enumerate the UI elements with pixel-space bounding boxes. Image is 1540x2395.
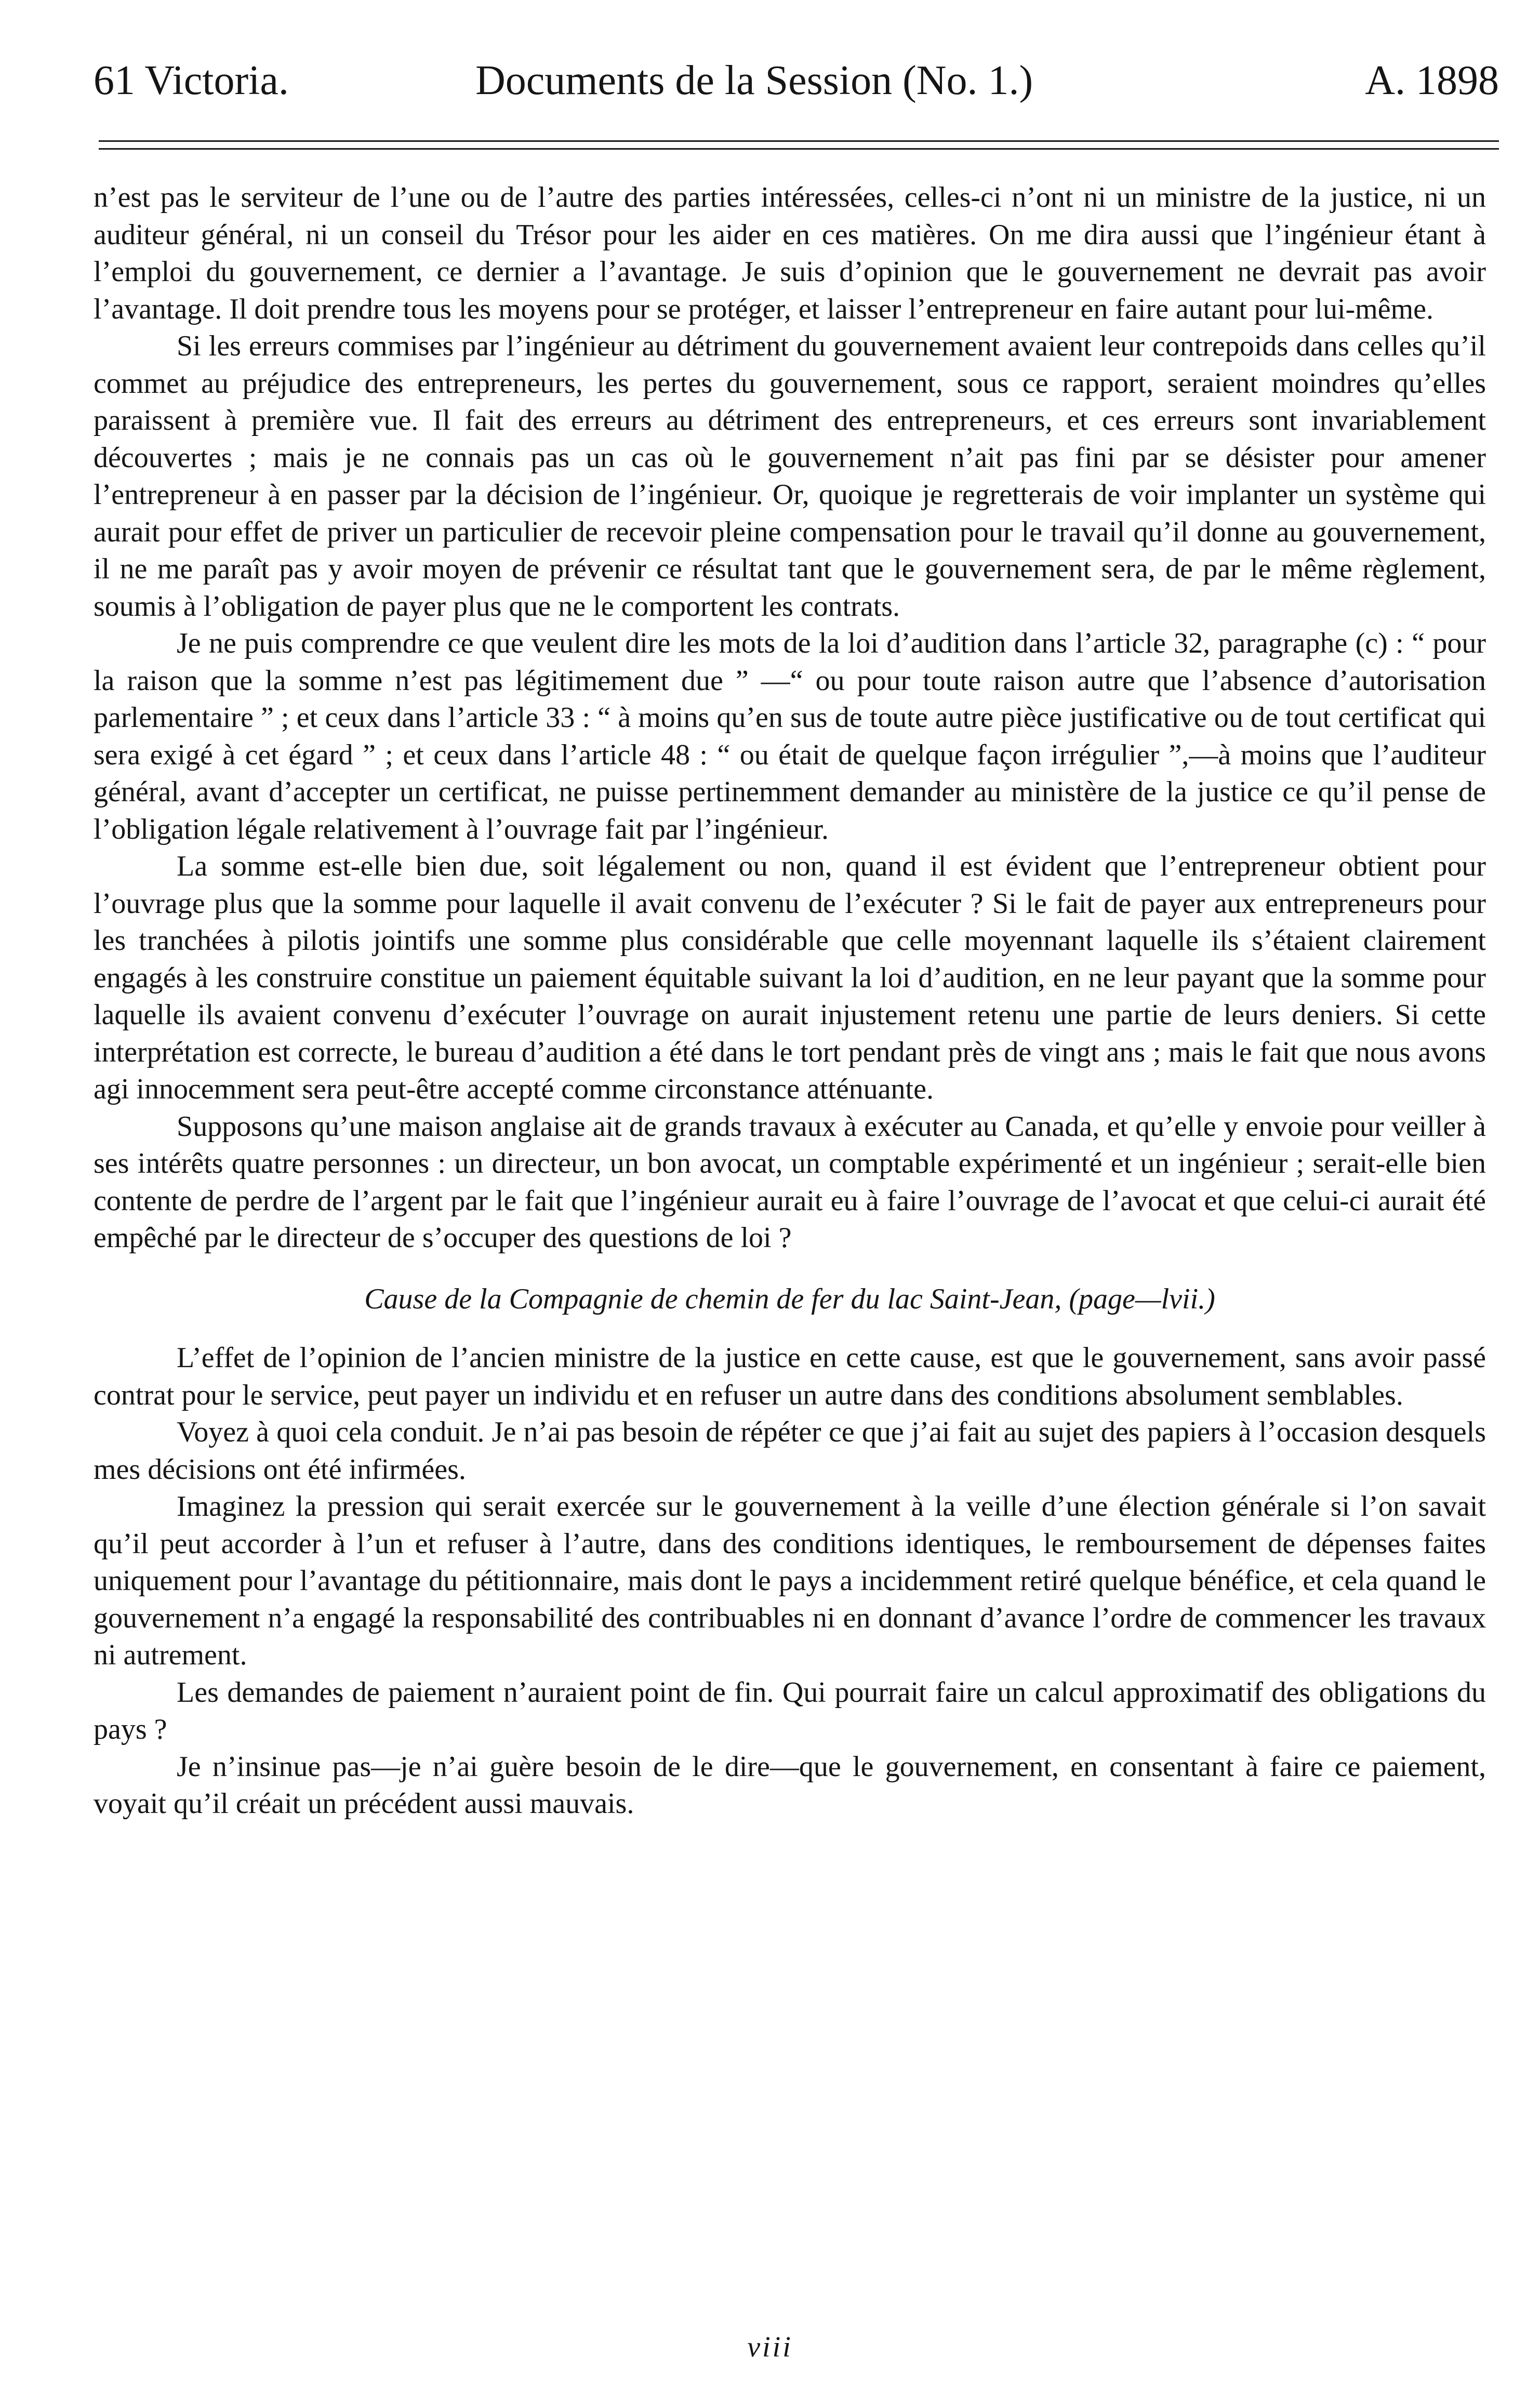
section-paragraph: Je n’insinue pas—je n’ai guère besoin de le dire—que le gouvernement, en consentant à faire ce paiement, voyait qu’il créait un précédent aussi mauvais. [94,1750,1486,1820]
header-rule-top [99,140,1499,142]
section-paragraph: Les demandes de paiement n’auraient point de fin. Qui pourrait faire un calcul approximatif des obligations du pays ? [94,1676,1486,1745]
section-paragraph: Voyez à quoi cela conduit. Je n’ai pas besoin de répéter ce que j’ai fait au sujet des papiers à l’occasion desquels mes décisions ont été infirmées. [94,1416,1486,1486]
paragraph: Si les erreurs commises par l’ingénieur au détriment du gouvernement avaient leur contrepoids dans celles qu’il commet au préjudice des entrepreneurs, les pertes du gouvernement, sous ce rapport, seraient moindres qu’elles paraissent à première vue. Il fait des erreurs au détriment des entrepreneurs, et ces erreurs sont invariablement découvertes ; mais je ne connais pas un cas où le gouvernement n’ait pas fini par se désister pour amener l’entrepreneur à en passer par la décision de l’ingénieur. Or, quoique je regretterais de voir implanter un système qui aurait pour effet de priver un particulier de recevoir pleine compensation pour le travail qu’il donne au gouvernement, il ne me paraît pas y avoir moyen de prévenir ce résultat tant que le gouvernement sera, de par le même règlement, soumis à l’obligation de payer plus que ne le comportent les contrats. [94,330,1486,623]
paragraph-continued: n’est pas le serviteur de l’une ou de l’autre des parties intéressées, celles-ci n’ont ni un ministre de la justice, ni un auditeur général, ni un conseil du Trésor pour les aider en ces matières. On me dira aussi que l’ingénieur étant à l’emploi du gouvernement, ce dernier a l’avantage. Je suis d’opinion que le gouvernement ne devrait pas avoir l’avantage. Il doit prendre tous les moyens pour se protéger, et laisser l’entrepreneur en faire autant pour lui-même. [94,181,1486,325]
header-year: A. 1898 [1365,58,1499,103]
header-regnal-year: 61 Victoria. [94,58,289,103]
body-text [94,179,1486,1823]
header-title: Documents de la Session (No. 1.) [475,58,1033,103]
header-rule-bottom [99,148,1499,150]
paragraph: La somme est-elle bien due, soit légalement ou non, quand il est évident que l’entrepreneur obtient pour l’ouvrage plus que la somme pour laquelle il avait convenu de l’exécuter ? Si le fait de payer aux entrepreneurs pour les tranchées à pilotis jointifs une somme plus considérable que celle moyennant laquelle ils s’étaient clairement engagés à les construire constitue un paiement équitable suivant la loi d’audition, en ne leur payant que la somme pour laquelle ils avaient convenu d’exécuter l’ouvrage on aurait injustement retenu une partie de leurs deniers. Si cette interprétation est correcte, le bureau d’audition a été dans le tort pendant près de vingt ans ; mais le fait que nous avons agi innocemment sera peut-être accepté comme circonstance atténuante. [94,850,1486,1105]
section-paragraph: Imaginez la pression qui serait exercée sur le gouvernement à la veille d’une élection générale si l’on savait qu’il peut accorder à l’un et refuser à l’autre, dans des conditions identiques, le remboursement de dépenses faites uniquement pour l’avantage du pétitionnaire, mais dont le pays a incidemment retiré quelque bénéfice, et cela quand le gouvernement n’a engagé la responsabilité des contribuables ni en donnant d’avance l’ordre de commencer les travaux ni autrement. [94,1490,1486,1671]
page-number: viii [747,2331,793,2363]
paragraph: Je ne puis comprendre ce que veulent dire les mots de la loi d’audition dans l’article 32, paragraphe (c) : “ pour la raison que la somme n’est pas légitimement due ” —“ ou pour toute raison autre que l’absence d’autorisation parlementaire ” ; et ceux dans l’article 33 : “ à moins qu’en sus de toute autre pièce justificative ou de tout certificat qui sera exigé à cet égard ” ; et ceux dans l’article 48 : “ ou était de quelque façon irrégulier ”,—à moins que l’auditeur général, avant d’accepter un certificat, ne puisse pertinemment demander au ministère de la justice ce qu’il pense de l’obligation légale relativement à l’ouvrage fait par l’ingénieur. [94,627,1486,845]
paragraph: Supposons qu’une maison anglaise ait de grands travaux à exécuter au Canada, et qu’elle y envoie pour veiller à ses intérêts quatre personnes : un directeur, un bon avocat, un comptable expérimenté et un ingénieur ; serait-elle bien contente de perdre de l’argent par le fait que l’ingénieur aurait eu à faire l’ouvrage de l’avocat et que celui-ci aurait été empêché par le directeur de s’occuper des questions de loi ? [94,1110,1486,1254]
section-paragraph: L’effet de l’opinion de l’ancien ministre de la justice en cette cause, est que le gouvernement, sans avoir passé contrat pour le service, peut payer un individu et en refuser un autre dans des conditions absolument semblables. [94,1342,1486,1411]
running-header [94,49,1499,112]
section-heading: Cause de la Compagnie de chemin de fer du lac Saint-Jean, (page—lvii.) [364,1282,1215,1315]
